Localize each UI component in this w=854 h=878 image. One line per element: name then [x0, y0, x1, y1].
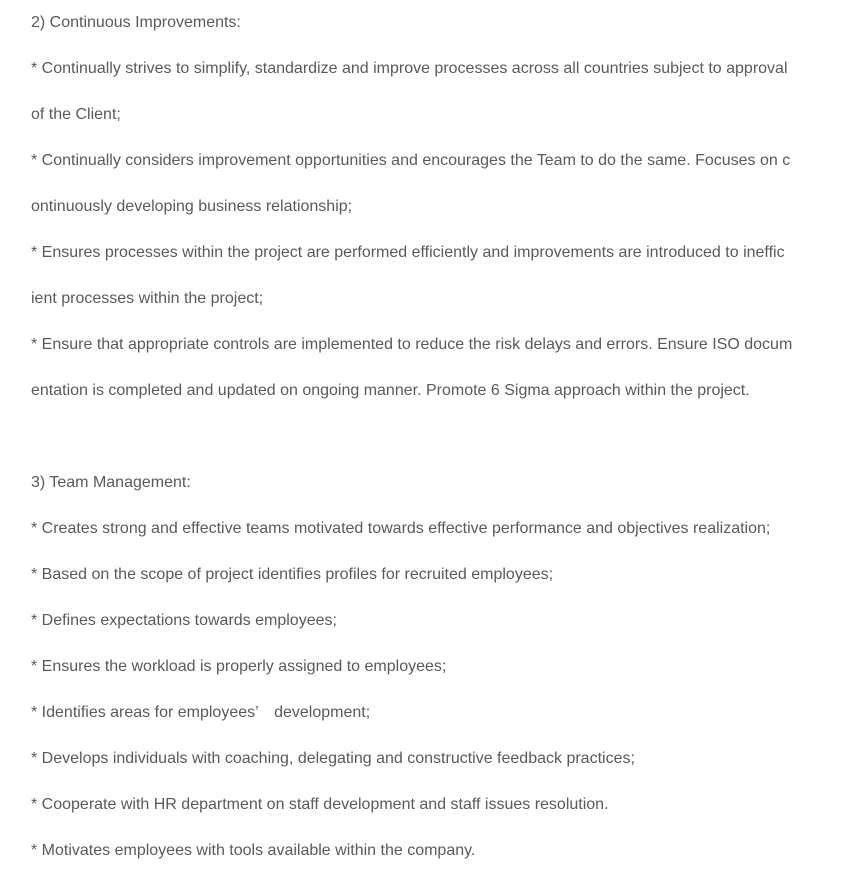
bullet-line: * Continually considers improvement opportunities and encourages the Team to do the same. Focuses on c: [31, 152, 791, 169]
bullet-line-continuation: ient processes within the project;: [31, 290, 264, 307]
bullet-line-continuation: of the Client;: [31, 106, 121, 123]
bullet-line: * Defines expectations towards employees;: [31, 612, 337, 629]
bullet-line: * Continually strives to simplify, standardize and improve processes across all countries subject to approval: [31, 60, 788, 77]
blank-line: [31, 414, 854, 460]
bullet-line: * Cooperate with HR department on staff development and staff issues resolution.: [31, 796, 609, 813]
bullet-line: * Ensures processes within the project are performed efficiently and improvements are introduced to ineffic: [31, 244, 785, 261]
bullet-line: * Motivates employees with tools available within the company.: [31, 842, 476, 859]
bullet-line: * Ensures the workload is properly assigned to employees;: [31, 658, 447, 675]
section-continuous-improvements: [31, 0, 854, 414]
bullet-line: * Develops individuals with coaching, delegating and constructive feedback practices;: [31, 750, 635, 767]
section-heading: 2) Continuous Improvements:: [31, 14, 241, 31]
bullet-line: * Creates strong and effective teams motivated towards effective performance and objectives realization;: [31, 520, 771, 537]
bullet-line: * Identifies areas for employees’ development;: [31, 704, 371, 721]
bullet-line-continuation: ontinuously developing business relationship;: [31, 198, 353, 215]
bullet-line-continuation: entation is completed and updated on ongoing manner. Promote 6 Sigma approach within the project.: [31, 382, 750, 399]
bullet-line: * Based on the scope of project identifies profiles for recruited employees;: [31, 566, 554, 583]
section-team-management: [31, 460, 854, 874]
bullet-line: * Ensure that appropriate controls are implemented to reduce the risk delays and errors. Ensure ISO docum: [31, 336, 793, 353]
section-heading: 3) Team Management:: [31, 474, 191, 491]
